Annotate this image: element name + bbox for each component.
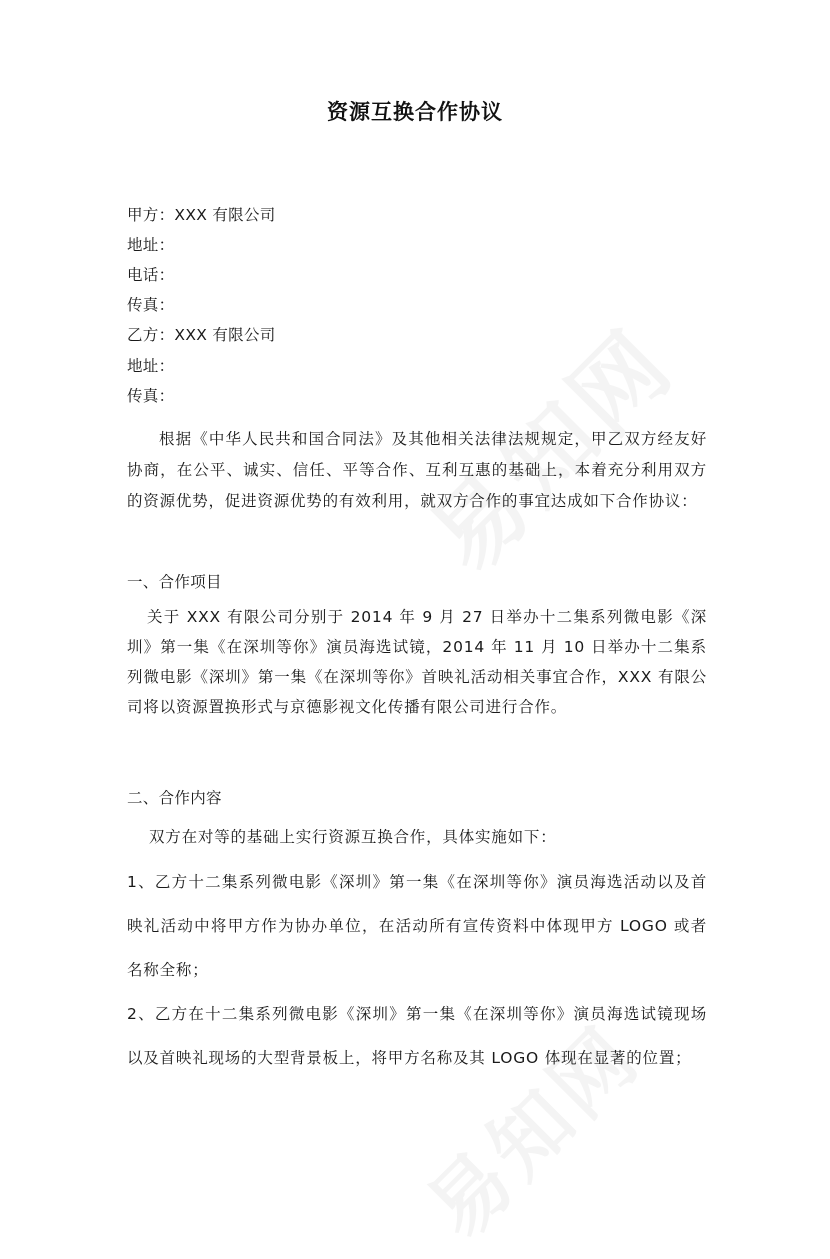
document-title: 资源互换合作协议 [327,99,503,124]
section-1-body: 关于 XXX 有限公司分别于 2014 年 9 月 27 日举办十二集系列微电影《深圳》第一集《在深圳等你》演员海选试镜，2014 年 11 月 10 日举办十二集系列微电影《深圳》第一集《在深圳等你》首映礼活动相关事宜合作，XXX 有限公司将以资源置换形式与京德影视文化传播有限公司进行合作。 [127,608,707,716]
section-2-clause-2: 2、乙方在十二集系列微电影《深圳》第一集《在深圳等你》演员海选试镜现场以及首映礼现场的大型背景板上，将甲方名称及其 LOGO 体现在显著的位置； [127,1005,707,1067]
party-b-fax-label: 传真： [127,387,175,405]
section-2-heading: 二、合作内容 [127,789,222,807]
intro-paragraph: 根据《中华人民共和国合同法》及其他相关法律法规规定，甲乙双方经友好协商，在公平、诚实、信任、平等合作、互利互惠的基础上，本着充分利用双方的资源优势，促进资源优势的有效利用，就双方合作的事宜达成如下合作协议： [127,430,707,510]
party-a-name: 甲方：XXX 有限公司 [127,206,276,224]
section-2-clause-1: 1、乙方十二集系列微电影《深圳》第一集《在深圳等你》演员海选活动以及首映礼活动中将甲方作为协办单位，在活动所有宣传资料中体现甲方 LOGO 或者名称全称； [127,873,707,979]
party-a-phone-label: 电话： [127,266,175,284]
party-b-name: 乙方：XXX 有限公司 [127,326,276,344]
party-a-address-label: 地址： [127,236,175,254]
section-1-heading: 一、合作项目 [127,573,222,591]
section-2-intro: 双方在对等的基础上实行资源互换合作，具体实施如下： [149,828,557,846]
party-a-fax-label: 传真： [127,296,175,314]
party-b-address-label: 地址： [127,357,175,375]
